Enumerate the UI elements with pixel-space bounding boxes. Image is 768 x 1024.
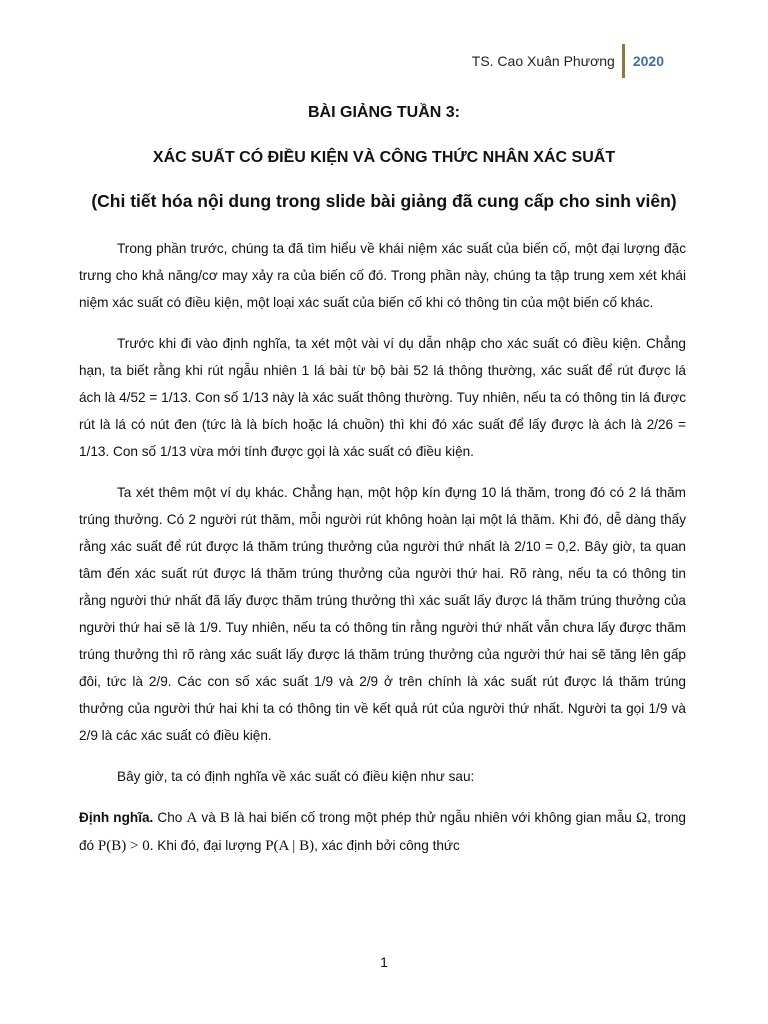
page-header xyxy=(472,44,664,78)
definition-text-e: . Khi đó, đại lượng xyxy=(149,838,266,853)
lecture-title: BÀI GIẢNG TUẦN 3: xyxy=(308,104,460,121)
paragraph-lottery-example: Ta xét thêm một ví dụ khác. Chẳng hạn, một hộp kín đựng 10 lá thăm, trong đó có 2 lá thăm trúng thưởng. Có 2 người rút thăm, mỗi người rút không hoàn lại một lá thăm. Khi đó, dễ dàng thấy rằng xác suất để rút được lá thăm trúng thưởng của người thứ nhất là 2/10 = 0,2. Bây giờ, ta quan tâm đến xác suất rút được lá thăm trúng thưởng của người thứ hai. Rõ ràng, nếu ta có thông tin rằng người thứ nhất đã lấy được thăm trúng thưởng thì xác suất lấy được lá thăm trúng thưởng của người thứ hai sẽ là 1/9. Tuy nhiên, nếu ta có thông tin rằng người thứ nhất vẫn chưa lấy được thăm trúng thưởng thì rõ ràng xác suất lấy được lá thăm trúng thưởng của người thứ hai sẽ tăng lên gấp đôi, tức là 2/9. Các con số xác suất 1/9 và 2/9 ở trên chính là xác suất rút được lá thăm trúng thưởng của người thứ hai khi ta có thông tin về kết quả rút của người thứ nhất. Người ta gọi 1/9 và 2/9 là các xác suất có điều kiện. xyxy=(79,485,686,743)
definition-text-d: , trong đó xyxy=(79,810,686,853)
definition-text-a: Cho xyxy=(153,810,187,825)
lecture-topic: XÁC SUẤT CÓ ĐIỀU KIỆN VÀ CÔNG THỨC NHÂN XÁC SUẤT xyxy=(152,149,616,166)
header-year: 2020 xyxy=(632,53,664,69)
definition-label: Định nghĩa. xyxy=(79,810,154,825)
header-author: TS. Cao Xuân Phương xyxy=(471,53,615,69)
lecture-subtitle: (Chi tiết hóa nội dung trong slide bài giảng đã cung cấp cho sinh viên) xyxy=(91,191,677,211)
body-content xyxy=(79,235,686,874)
page-number: 1 xyxy=(380,954,388,970)
definition-text-b: và xyxy=(197,810,220,825)
paragraph-definition-lead: Bây giờ, ta có định nghĩa về xác suất có điều kiện như sau: xyxy=(117,769,475,784)
probability-b-condition: P(B) > 0 xyxy=(97,838,150,854)
paragraph-intro: Trong phần trước, chúng ta đã tìm hiểu về khái niệm xác suất của biến cố, một đại lượng đặc trưng cho khả năng/cơ may xảy ra của biến cố đó. Trong phần này, chúng ta tập trung xem xét khái niệm xác suất có điều kiện, một loại xác suất của biến cố khi có thông tin của một biến cố khác. xyxy=(79,241,686,310)
paragraph-card-example: Trước khi đi vào định nghĩa, ta xét một vài ví dụ dẫn nhập cho xác suất có điều kiện. Chẳng hạn, ta biết rằng khi rút ngẫu nhiên 1 lá bài từ bộ bài 52 lá thông thường, xác suất để rút được lá ách là 4/52 = 1/13. Con số 1/13 này là xác suất thông thường. Tuy nhiên, nếu ta có thông tin lá được rút là lá có nút đen (tức là là bích hoặc lá chuồn) thì khi đó xác suất để lấy được là ách là 2/26 = 1/13. Con số 1/13 vừa mới tính được gọi là xác suất có điều kiện. xyxy=(79,336,686,459)
definition-paragraph xyxy=(79,804,686,860)
definition-text-c: là hai biến cố trong một phép thử ngẫu nhiên với không gian mẫu xyxy=(229,810,636,825)
conditional-probability-symbol: P(A | B) xyxy=(265,838,315,854)
event-b-symbol: B xyxy=(219,810,230,826)
definition-text-f: , xác định bởi công thức xyxy=(314,838,460,853)
sample-space-symbol: Ω xyxy=(635,810,648,826)
event-a-symbol: A xyxy=(186,810,198,826)
